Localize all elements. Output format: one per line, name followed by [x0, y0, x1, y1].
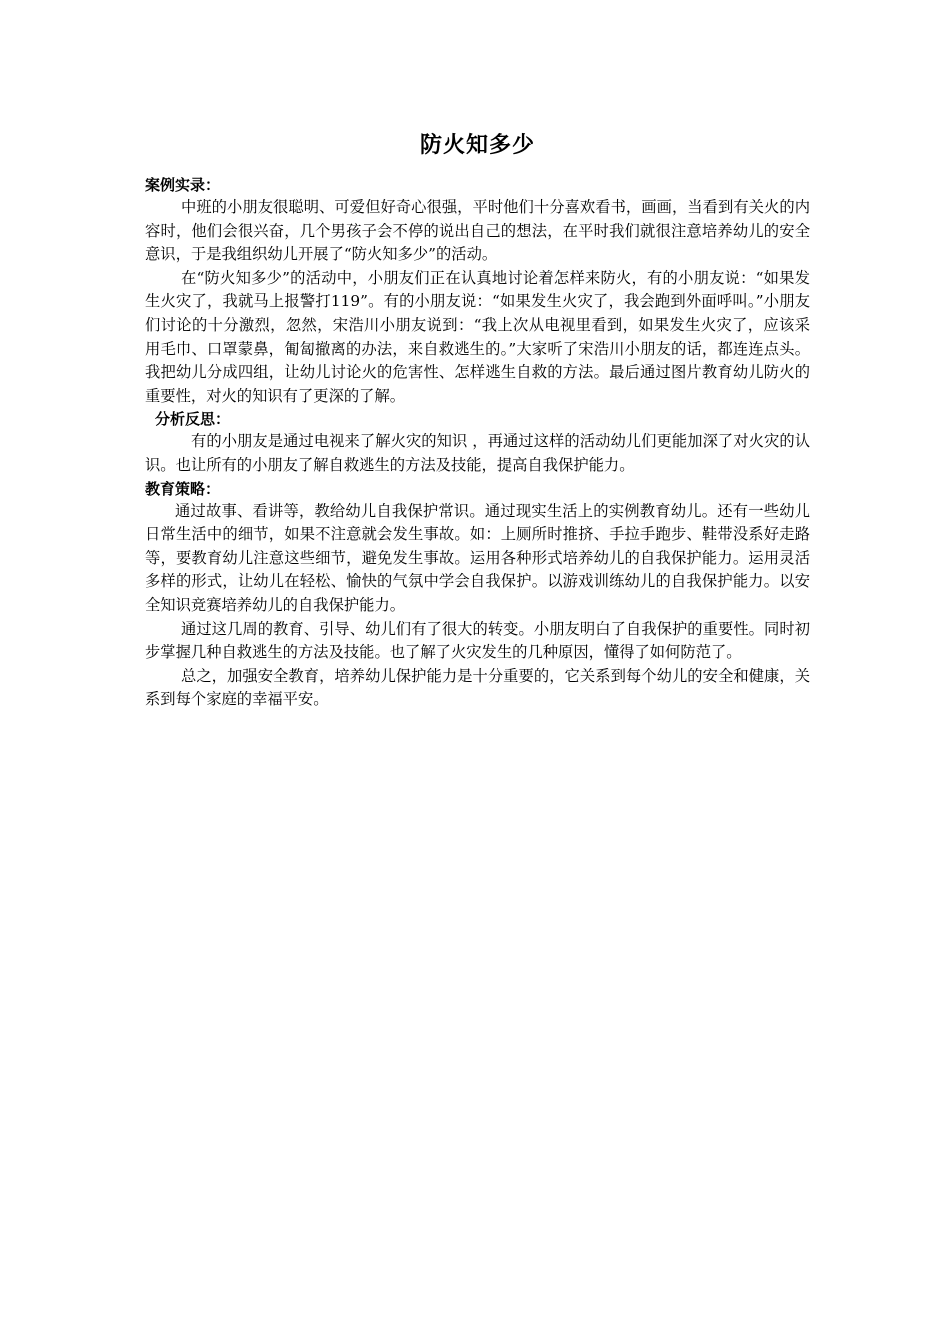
document-title: 防火知多少	[419, 133, 535, 158]
paragraph: 通过故事、看讲等，教给幼儿自我保护常识。通过现实生活上的实例教育幼儿。还有一些幼儿日常生活中的细节，如果不注意就会发生事故。如：上厕所时推挤、手拉手跑步、鞋带没系好走路等，要教育幼儿注意这些细节，避免发生事故。运用各种形式培养幼儿的自我保护能力。运用灵活多样的形式，让幼儿在轻松、愉快的气氛中学会自我保护。以游戏训练幼儿的自我保护能力。以安全知识竞赛培养幼儿的自我保护能力。	[145, 501, 810, 614]
section-heading-education-strategy: 教育策略：	[145, 479, 221, 498]
section-heading-analysis-reflection: 分析反思：	[155, 410, 231, 429]
paragraph: 有的小朋友是通过电视来了解火灾的知识 ，再通过这样的活动幼儿们更能加深了对火灾的认识。也让所有的小朋友了解自救逃生的方法及技能，提高自我保护能力。	[145, 432, 810, 474]
section-case-record	[145, 174, 810, 408]
paragraph: 中班的小朋友很聪明、可爱但好奇心很强，平时他们十分喜欢看书，画画，当看到有关火的内容时，他们会很兴奋，几个男孩子会不停的说出自己的想法，在平时我们就很注意培养幼儿的安全意识，于是我组织幼儿开展了“防火知多少”的活动。	[145, 198, 810, 264]
paragraph: 通过这几周的教育、引导、幼儿们有了很大的转变。小朋友明白了自我保护的重要性。同时初步掌握几种自救逃生的方法及技能。也了解了火灾发生的几种原因，懂得了如何防范了。	[145, 619, 810, 662]
section-heading-case-record: 案例实录：	[145, 176, 221, 194]
paragraph: 总之，加强安全教育，培养幼儿保护能力是十分重要的，它关系到每个幼儿的安全和健康，关系到每个家庭的幸福平安。	[145, 666, 810, 709]
document-body	[145, 130, 810, 712]
section-analysis-reflection	[145, 408, 810, 477]
section-education-strategy	[145, 478, 810, 712]
paragraph: 在“防火知多少”的活动中，小朋友们正在认真地讨论着怎样来防火，有的小朋友说：“如果发生火灾了，我就马上报警打119”。有的小朋友说：“如果发生火灾了，我会跑到外面呼叫。”小朋友们讨论的十分激烈，忽然，宋浩川小朋友说到：“我上次从电视里看到，如果发生火灾了，应该采用毛巾、口罩蒙鼻，匍匐撤离的办法，来自救逃生的。”大家听了宋浩川小朋友的话，都连连点头。我把幼儿分成四组，让幼儿讨论火的危害性、怎样逃生自救的方法。最后通过图片教育幼儿防火的重要性，对火的知识有了更深的了解。	[145, 268, 810, 405]
